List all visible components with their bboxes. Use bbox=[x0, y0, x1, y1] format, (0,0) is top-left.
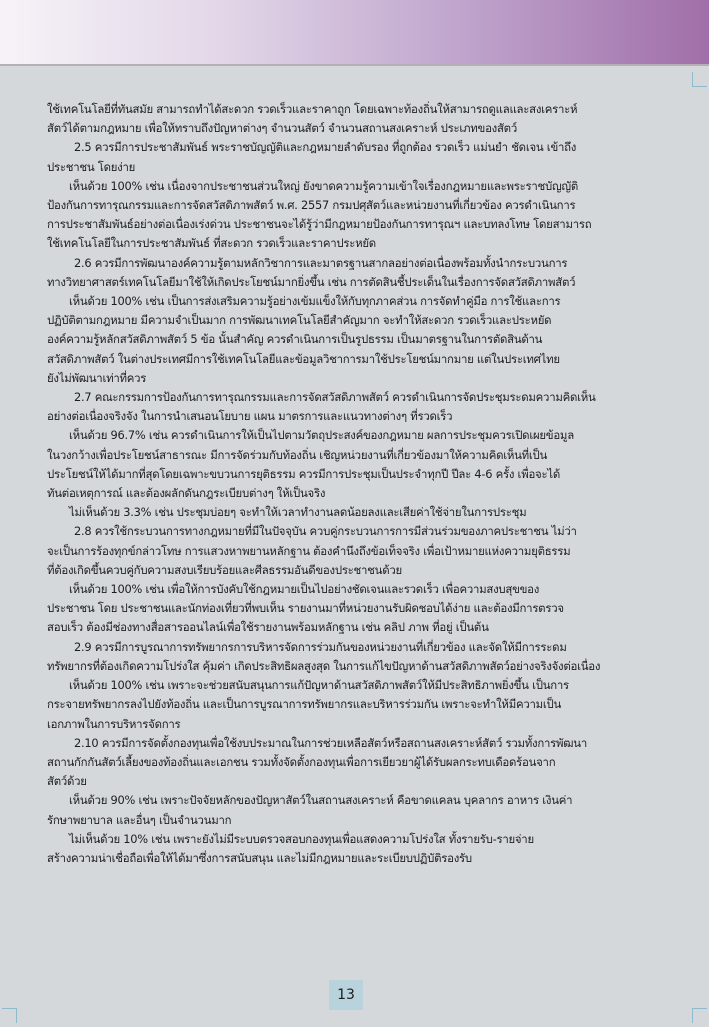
text-line: กระจายทรัพยากรลงไปยังท้องถิ่น และเป็นการบูรณาการทรัพยากรและบริหารร่วมกัน เพราะจะทำให้มีความเป็น bbox=[47, 697, 562, 712]
section-heading-2-9: 2.9 ควรมีการบูรณาการทรัพยากรการบริหารจัดการร่วมกันของหน่วยงานที่เกี่ยวข้อง และจัดให้มีการระดม bbox=[74, 639, 567, 654]
opinion-line: เห็นด้วย 96.7% เช่น ควรดำเนินการให้เป็นไปตามวัตถุประสงค์ของกฎหมาย ผลการประชุมควรเปิดเผยข้อมูล bbox=[69, 428, 574, 443]
opinion-line: ไม่เห็นด้วย 3.3% เช่น ประชุมบ่อยๆ จะทำให้เวลาทำงานลดน้อยลงและเสียค่าใช้จ่ายในการประชุม bbox=[69, 505, 527, 520]
text-line: สัตว์ได้ตามกฎหมาย เพื่อให้ทราบถึงปัญหาต่างๆ จำนวนสัตว์ จำนวนสถานสงเคราะห์ ประเภทของสัตว์ bbox=[47, 121, 517, 136]
text-line: สัตว์ด้วย bbox=[47, 774, 87, 789]
header-band bbox=[0, 0, 709, 64]
text-line: เอกภาพในการบริหารจัดการ bbox=[47, 716, 181, 731]
text-line: สอบเร็ว ต้องมีช่องทางสื่อสารออนไลน์เพื่อใช้รายงานพร้อมหลักฐาน เช่น คลิป ภาพ ที่อยู่ เป็นต้น bbox=[47, 620, 489, 635]
opinion-line: เห็นด้วย 100% เช่น เนื่องจากประชาชนส่วนใหญ่ ยังขาดความรู้ความเข้าใจเรื่องกฎหมายและพระราชบัญญัติ bbox=[69, 178, 579, 193]
header-divider bbox=[0, 64, 709, 66]
opinion-line: เห็นด้วย 100% เช่น เป็นการส่งเสริมความรู้อย่างเข้มแข็งให้กับทุกภาคส่วน การจัดทำคู่มือ การใช้และการ bbox=[69, 294, 561, 309]
text-line: ใช้เทคโนโลยีที่ทันสมัย สามารถทำได้สะดวก รวดเร็วและราคาถูก โดยเฉพาะท้องถิ่นให้สามารถดูแลและสงเคราะห์ bbox=[47, 102, 578, 116]
text-line: รักษาพยาบาล และอื่นๆ เป็นจำนวนมาก bbox=[47, 812, 232, 827]
text-line: ทันต่อเหตุการณ์ และต้องผลักดันกฎระเบียบต่างๆ ให้เป็นจริง bbox=[47, 486, 326, 501]
body-text bbox=[47, 100, 677, 868]
text-line: สร้างความน่าเชื่อถือเพื่อให้ได้มาซึ่งการสนับสนุน และไม่มีกฎหมายและระเบียบปฏิบัติรองรับ bbox=[47, 850, 472, 865]
text-line: ประโยชน์ให้ได้มากที่สุดโดยเฉพาะขบวนการยุติธรรม ควรมีการประชุมเป็นประจำทุกปี ปีละ 4-6 ครั้ง เพื่อจะได้ bbox=[47, 466, 560, 481]
opinion-line: เห็นด้วย 100% เช่น เพื่อให้การบังคับใช้กฎหมายเป็นไปอย่างชัดเจนและรวดเร็ว เพื่อความสงบสุขของ bbox=[69, 582, 540, 597]
text-line: การประชาสัมพันธ์อย่างต่อเนื่องเร่งด่วน ประชาชนจะได้รู้ว่ามีกฎหมายป้องกันการทารุณฯ และบทลงโทษ โดยสามารถ bbox=[47, 217, 592, 232]
section-heading-2-10: 2.10 ควรมีการจัดตั้งกองทุนเพื่อใช้งบประมาณในการช่วยเหลือสัตว์หรือสถานสงเคราะห์สัตว์ รวมทั้งการพัฒนา bbox=[74, 735, 587, 750]
section-heading-2-6: 2.6 ควรมีการพัฒนาองค์ความรู้ตามหลักวิชาการและมาตรฐานสากลอย่างต่อเนื่องพร้อมทั้งนำกระบวนการ bbox=[74, 255, 568, 270]
crop-mark-top-right bbox=[692, 72, 707, 87]
opinion-line: เห็นด้วย 100% เช่น เพราะจะช่วยสนับสนุนการแก้ปัญหาด้านสวัสดิภาพสัตว์ให้มีประสิทธิภาพยิ่งขึ้น เป็นการ bbox=[69, 678, 569, 693]
opinion-line: ไม่เห็นด้วย 10% เช่น เพราะยังไม่มีระบบตรวจสอบกองทุนเพื่อแสดงความโปร่งใส ทั้งรายรับ-รายจ่าย bbox=[69, 831, 534, 846]
text-line: อย่างต่อเนื่องจริงจัง ในการนำเสนอนโยบาย แผน มาตรการและแนวทางต่างๆ ที่รวดเร็ว bbox=[47, 409, 453, 424]
text-line: ที่ต้องเกิดขึ้นควบคู่กับความสงบเรียบร้อยและศีลธรรมอันดีของประชาชนด้วย bbox=[47, 562, 402, 577]
text-line: จะเป็นการร้องทุกข์กล่าวโทษ การแสวงหาพยานหลักฐาน ต้องคำนึงถึงข้อเท็จจริง เพื่อเป้าหมายแห่งความยุติธรรม bbox=[47, 543, 571, 558]
crop-mark-bottom-right bbox=[692, 1008, 707, 1023]
text-line: สถานกักกันสัตว์เลี้ยงของท้องถิ่นและเอกชน รวมทั้งจัดตั้งกองทุนเพื่อการเยียวยาผู้ได้รับผลกระทบเดือดร้อนจาก bbox=[47, 754, 556, 769]
text-line: ใช้เทคโนโลยีในการประชาสัมพันธ์ ที่สะดวก รวดเร็วและราคาประหยัด bbox=[47, 236, 376, 251]
text-line: ประชาชน โดย ประชาชนและนักท่องเที่ยวที่พบเห็น รายงานมาที่หน่วยงานรับผิดชอบได้ง่าย และต้องมีการตรวจ bbox=[47, 601, 564, 616]
crop-mark-bottom-left bbox=[2, 1008, 17, 1023]
text-line: ทรัพยากรที่ต้องเกิดความโปร่งใส คุ้มค่า เกิดประสิทธิผลสูงสุด ในการแก้ไขปัญหาด้านสวัสดิภาพสัตว์อย่างจริงจังต่อเนื่อง bbox=[47, 658, 601, 673]
text-line: องค์ความรู้หลักสวัสดิภาพสัตว์ 5 ข้อ นั้นสำคัญ ควรดำเนินการเป็นรูปธรรม เป็นมาตรฐานในการตัดสินด้าน bbox=[47, 332, 543, 347]
text-line: ในวงกว้างเพื่อประโยชน์สาธารณะ มีการจัดร่วมกับท้องถิ่น เชิญหน่วยงานที่เกี่ยวข้องมาให้ความคิดเห็นที่เป็น bbox=[47, 447, 548, 462]
text-line: ทางวิทยาศาสตร์เทคโนโลยีมาใช้ให้เกิดประโยชน์มากยิ่งขึ้น เช่น การตัดสินชี้ประเด็นในเรื่องการจัดสวัสดิภาพสัตว์ bbox=[47, 274, 576, 289]
section-heading-2-5: 2.5 ควรมีการประชาสัมพันธ์ พระราชบัญญัติและกฎหมายลำดับรอง ที่ถูกต้อง รวดเร็ว แม่นยำ ชัดเจน เข้าถึง bbox=[74, 140, 577, 155]
page-number: 13 bbox=[329, 980, 363, 1010]
text-line: ป้องกันการทารุณกรรมและการจัดสวัสดิภาพสัตว์ พ.ศ. 2557 กรมปศุสัตว์และหน่วยงานที่เกี่ยวข้อง ควรดำเนินการ bbox=[47, 198, 576, 213]
opinion-line: เห็นด้วย 90% เช่น เพราะปัจจัยหลักของปัญหาสัตว์ในสถานสงเคราะห์ คือขาดแคลน บุคลากร อาหาร เงินค่า bbox=[69, 793, 573, 808]
section-heading-2-7: 2.7 คณะกรรมการป้องกันการทารุณกรรมและการจัดสวัสดิภาพสัตว์ ควรดำเนินการจัดประชุมระดมความคิดเห็น bbox=[74, 390, 596, 405]
text-line: ประชาชน โดยง่าย bbox=[47, 159, 136, 174]
text-line: ปฏิบัติตามกฎหมาย มีความจำเป็นมาก การพัฒนาเทคโนโลยีสำคัญมาก จะทำให้สะดวก รวดเร็วและประหยัด bbox=[47, 313, 552, 328]
text-line: สวัสดิภาพสัตว์ ในต่างประเทศมีการใช้เทคโนโลยีและข้อมูลวิชาการมาใช้ประโยชน์มากมาย แต่ในประเทศไทย bbox=[47, 351, 560, 366]
section-heading-2-8: 2.8 ควรใช้กระบวนการทางกฎหมายที่มีในปัจจุบัน ควบคู่กระบวนการการมีส่วนร่วมของภาคประชาชน ไม่ว่า bbox=[74, 524, 577, 539]
text-line: ยังไม่พัฒนาเท่าที่ควร bbox=[47, 370, 147, 385]
